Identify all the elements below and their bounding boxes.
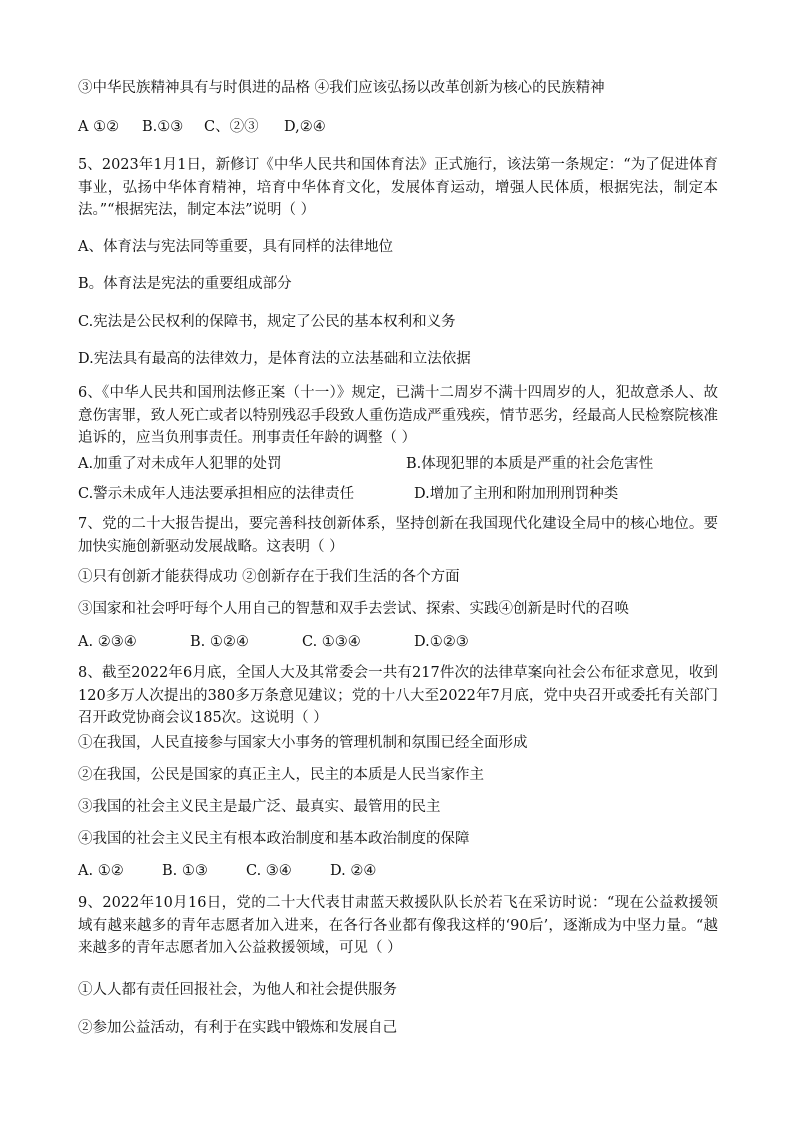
q4-options bbox=[78, 116, 326, 138]
q8-options bbox=[78, 860, 376, 882]
q8-option-d: D. ②④ bbox=[330, 863, 377, 879]
q6-stem: 6、《中华人民共和国刑法修正案（十一）》规定，已满十二周岁不满十四周岁的人，犯故意杀人、故意伤害罪，致人死亡或者以特别残忍手段致人重伤造成严重残疾，情节恶劣，经最高人民检察院核准追诉的，应当负刑事责任。刑事责任年龄的调整（ ） bbox=[78, 385, 718, 446]
q8-statement-4: ④我国的社会主义民主有根本政治制度和基本政治制度的保障 bbox=[78, 831, 470, 847]
q8-option-a: A. ①② bbox=[78, 863, 124, 879]
q5-option-d: D.宪法具有最高的法律效力，是体育法的立法基础和立法依据 bbox=[78, 351, 471, 367]
q6-option-d: D.增加了主刑和附加刑刑罚种类 bbox=[414, 486, 619, 502]
q7-statement-line-1: ①只有创新才能获得成功 ②创新存在于我们生活的各个方面 bbox=[78, 569, 460, 585]
q5-option-b: B。体育法是宪法的重要组成部分 bbox=[78, 276, 292, 292]
q6-option-b: B.体现犯罪的本质是严重的社会危害性 bbox=[406, 456, 654, 472]
q7-option-b: B. ①②④ bbox=[190, 634, 249, 650]
q9-statement-1: ①人人都有责任回报社会，为他人和社会提供服务 bbox=[78, 982, 397, 998]
q8-statement-1: ①在我国，人民直接参与国家大小事务的管理机制和氛围已经全面形成 bbox=[78, 735, 528, 751]
q7-statement-line-2: ③国家和社会呼吁每个人用自己的智慧和双手去尝试、探索、实践④创新是时代的召唤 bbox=[78, 601, 629, 617]
q7-option-c: C. ①③④ bbox=[302, 634, 361, 650]
q7-stem: 7、党的二十大报告提出，要完善科技创新体系，坚持创新在我国现代化建设全局中的核心地位。要加快实施创新驱动发展战略。这表明（ ） bbox=[78, 516, 718, 555]
q7-options bbox=[78, 631, 469, 653]
q6-options-row-1 bbox=[78, 453, 718, 475]
q7-option-d: D.①②③ bbox=[414, 634, 469, 650]
q7-option-a: A. ②③④ bbox=[78, 634, 137, 650]
q9-statement-2: ②参加公益活动，有利于在实践中锻炼和发展自己 bbox=[78, 1020, 397, 1036]
q6-option-a: A.加重了对未成年人犯罪的处罚 bbox=[78, 456, 282, 472]
q8-option-c: C. ③④ bbox=[246, 863, 292, 879]
q4-option-c: C、②③ bbox=[204, 119, 259, 135]
q6-option-c: C.警示未成年人违法要承担相应的法律责任 bbox=[78, 486, 355, 502]
q4-option-b: B.①③ bbox=[142, 119, 184, 135]
q8-statement-3: ③我国的社会主义民主是最广泛、最真实、最管用的民主 bbox=[78, 799, 441, 815]
q9-stem: 9、2022年10月16日，党的二十大代表甘肃蓝天救援队队长於若飞在采访时说：“现在公益救援领域有越来越多的青年志愿者加入进来，在各行各业都有像我这样的‘90后’，逐渐成为中坚力量。“越来越多的青年志愿者加入公益救援领域，可见（ ） bbox=[78, 895, 718, 956]
q5-stem: 5、2023年1月1日，新修订《中华人民共和国体育法》正式施行，该法第一条规定：“为了促进体育事业，弘扬中华体育精神，培育中华体育文化，发展体育运动，增强人民体质，根据宪法，制定本法。”“根据宪法，制定本法”说明（ ） bbox=[78, 157, 718, 218]
q4-option-d: D,②④ bbox=[284, 119, 326, 135]
q5-option-c: C.宪法是公民权利的保障书，规定了公民的基本权利和义务 bbox=[78, 314, 456, 330]
q8-stem: 8、截至2022年6月底，全国人大及其常委会一共有217件次的法律草案向社会公布征求意见，收到120多万人次提出的380多万条意见建议；党的十八大至2022年7月底，党中央召开或委托有关部门召开政党协商会议185次。这说明（ ） bbox=[78, 665, 718, 726]
q6-options-row-2 bbox=[78, 483, 718, 505]
q8-statement-2: ②在我国，公民是国家的真正主人，民主的本质是人民当家作主 bbox=[78, 767, 484, 783]
q4-statement-line: ③中华民族精神具有与时俱进的品格 ④我们应该弘扬以改革创新为核心的民族精神 bbox=[78, 80, 605, 96]
q8-option-b: B. ①③ bbox=[162, 863, 208, 879]
q5-option-a: A、体育法与宪法同等重要，具有同样的法律地位 bbox=[78, 239, 393, 255]
q4-option-a: A ①② bbox=[78, 119, 120, 135]
